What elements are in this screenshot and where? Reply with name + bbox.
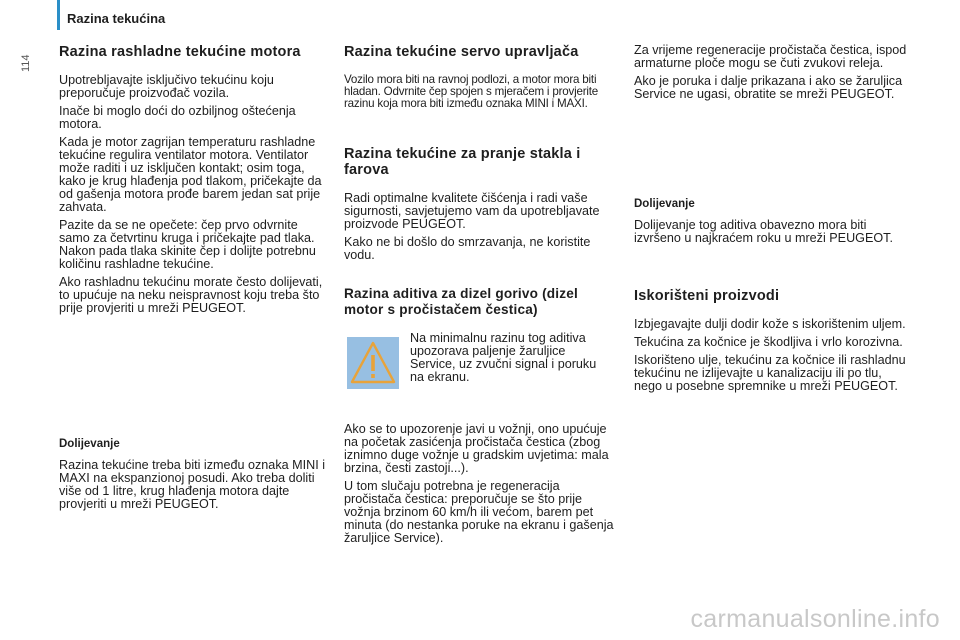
washer-fluid-block bbox=[344, 146, 619, 267]
paragraph: Ako se to upozorenje javi u vožnji, ono upućuje na početak zasićenja pročistača čestica (zbog iznimno duge vožnje u gradskim uvjetima: mala brzina, česti zastoji...). bbox=[344, 422, 609, 475]
heading-power-steering: Razina tekućine servo upravljača bbox=[344, 44, 579, 60]
warning-callout bbox=[344, 332, 619, 402]
paragraph: U tom slučaju potrebna je regeneracija pročistača čestica: preporučuje se što prije vožnja brzinom 60 km/h ili većom, barem pet minuta (do nestanka poruke na ekranu i gašenja žaruljice Service). bbox=[344, 479, 614, 545]
regeneration-block bbox=[344, 423, 619, 550]
page-number: 114 bbox=[20, 54, 32, 72]
paragraph: Ako je poruka i dalje prikazana i ako se žaruljica Service ne ugasi, obratite se mreži PEUGEOT. bbox=[634, 74, 903, 101]
subheading-topping-up: Dolijevanje bbox=[59, 438, 120, 450]
paragraph: Iskorišteno ulje, tekućinu za kočnice ili rashladnu tekućinu ne izlijevajte u kanalizaciju ili po tlu, nego u posebne spremnike u mreži PEUGEOT. bbox=[634, 353, 906, 393]
watermark: carmanualsonline.info bbox=[690, 605, 940, 633]
heading-used-products: Iskorišteni proizvodi bbox=[634, 288, 780, 304]
paragraph: Pazite da se ne opečete: čep prvo odvrnite samo za četvrtinu kruga i pričekajte pad tlaka. Nakon pada tlaka skinite čep i dolijte potrebnu količinu rashladne tekućine. bbox=[59, 218, 316, 271]
paragraph: Dolijevanje tog aditiva obavezno mora biti izvršeno u najkraćem roku u mreži PEUGEOT. bbox=[634, 218, 893, 245]
warning-text bbox=[410, 332, 610, 389]
column-coolant bbox=[59, 44, 329, 320]
paragraph: Izbjegavajte dulji dodir kože s iskorištenim uljem. bbox=[634, 317, 906, 331]
paragraph: Za vrijeme regeneracije pročistača čestica, ispod armaturne ploče mogu se čuti zvukovi releja. bbox=[634, 43, 907, 70]
column-products bbox=[634, 44, 909, 106]
diesel-additive-block bbox=[344, 286, 619, 402]
paragraph: Upotrebljavajte isključivo tekućinu koju preporučuje proizvođač vozila. bbox=[59, 73, 274, 100]
paragraph: Inače bi moglo doći do ozbiljnog oštećenja motora. bbox=[59, 104, 296, 131]
coolant-topup-block bbox=[59, 438, 329, 516]
section-title: Razina tekućina bbox=[67, 11, 166, 26]
additive-topup-block bbox=[634, 198, 909, 250]
used-products-block bbox=[634, 288, 909, 398]
paragraph: Kako ne bi došlo do smrzavanja, ne koristite vodu. bbox=[344, 235, 591, 262]
column-fluids bbox=[344, 44, 619, 115]
heading-coolant-level: Razina rashladne tekućine motora bbox=[59, 44, 301, 60]
paragraph: Kada je motor zagrijan temperaturu rashladne tekućine regulira ventilator motora. Ventilator može raditi i uz isključen kontakt; osim toga, kako je krug hlađenja pod tlakom, pričekajte da od gašenja motora prođe barem jedan sat prije zahvata. bbox=[59, 135, 322, 214]
paragraph: Razina tekućine treba biti između oznaka MINI i MAXI na ekspanzionoj posudi. Ako treba doliti više od 1 litre, krug hlađenja motora dajte provjeriti u mreži PEUGEOT. bbox=[59, 458, 325, 511]
warning-triangle-icon bbox=[347, 337, 399, 389]
paragraph: Na minimalnu razinu tog aditiva upozorava paljenje žaruljice Service, uz zvučni signal i poruku na ekranu. bbox=[410, 331, 597, 384]
heading-washer-fluid: Razina tekućine za pranje stakla i farova bbox=[344, 146, 581, 178]
paragraph: Radi optimalne kvalitete čišćenja i radi vaše sigurnosti, savjetujemo vam da upotrebljavate proizvode PEUGEOT. bbox=[344, 191, 600, 231]
subheading-topping-up: Dolijevanje bbox=[634, 198, 695, 210]
paragraph: Tekućina za kočnice je škodljiva i vrlo korozivna. bbox=[634, 335, 903, 349]
header-accent-bar bbox=[57, 0, 60, 30]
paragraph: Vozilo mora biti na ravnoj podlozi, a motor mora biti hladan. Odvrnite čep spojen s mjeračem i provjerite razinu koja mora biti između oznaka MINI i MAXI. bbox=[344, 73, 599, 110]
heading-diesel-additive: Razina aditiva za dizel gorivo (dizel motor s pročistačem čestica) bbox=[344, 286, 579, 317]
paragraph: Ako rashladnu tekućinu morate često dolijevati, to upućuje na neku neispravnost koju treba što prije provjeriti u mreži PEUGEOT. bbox=[59, 275, 323, 315]
